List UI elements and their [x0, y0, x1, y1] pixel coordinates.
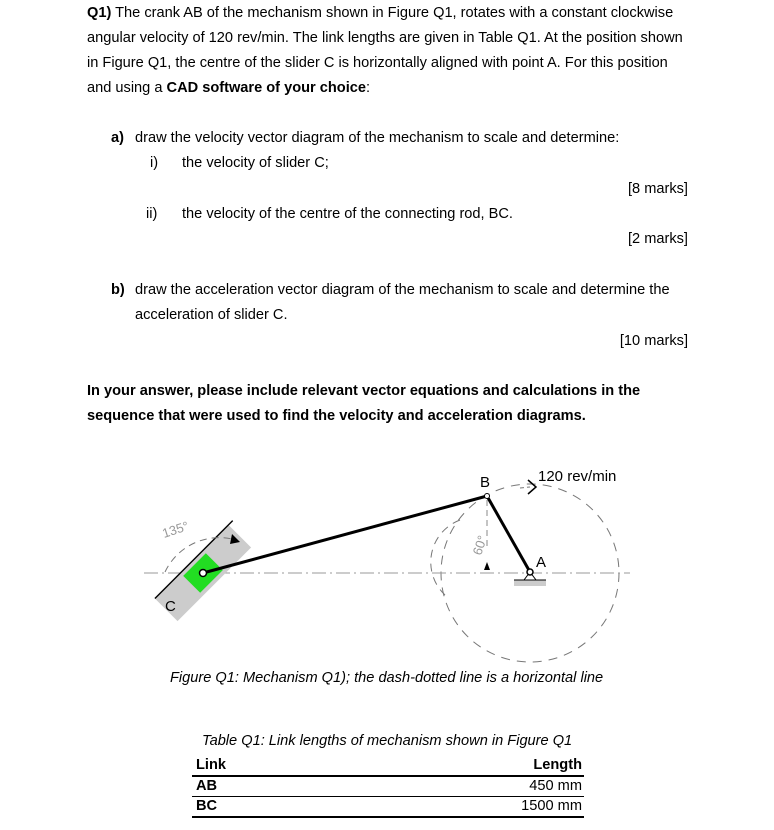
part-a-text: draw the velocity vector diagram of the mechanism to scale and determine: — [135, 130, 620, 146]
part-a-ii-roman: ii) — [146, 206, 158, 222]
column-header-length: Length — [533, 757, 582, 773]
angle-135-label: 135° — [160, 518, 191, 541]
part-a-ii-text: the velocity of the centre of the connecting rod, BC. — [182, 206, 513, 222]
intro-line-4: and using a CAD software of your choice: — [87, 80, 371, 96]
rotation-tick — [520, 487, 530, 488]
table-row — [192, 797, 584, 818]
intro-line-2: angular velocity of 120 rev/min. The link lengths are given in Table Q1. At the position shown — [87, 30, 683, 46]
angle-60-arrow — [484, 562, 490, 570]
column-header-link: Link — [196, 757, 226, 773]
cell-link: AB — [196, 778, 218, 794]
pin-c — [200, 570, 207, 577]
intro-line-1: Q1) The crank AB of the mechanism shown in Figure Q1, rotates with a constant clockwise — [87, 5, 674, 21]
part-b-label: b) — [111, 282, 125, 298]
intro-line-3: in Figure Q1, the centre of the slider C is horizontally aligned with point A. For this position — [87, 55, 668, 71]
speed-label: 120 rev/min — [538, 468, 617, 485]
connecting-rod-bc — [203, 496, 487, 573]
part-a-i-roman: i) — [150, 155, 159, 171]
link-lengths-table — [192, 756, 584, 818]
part-a-ii-marks: [2 marks] — [627, 231, 688, 247]
pin-b — [485, 494, 490, 499]
part-a-label: a) — [111, 130, 124, 146]
figure-caption: Figure Q1: Mechanism Q1); the dash-dotted line is a horizontal line — [170, 670, 604, 686]
part-b-text: draw the acceleration vector diagram of the mechanism to scale and determine the acceleration of slider C. — [135, 282, 670, 323]
cell-length: 450 mm — [529, 778, 582, 794]
support-base — [514, 580, 546, 586]
label-c: C — [165, 598, 176, 615]
table-caption: Table Q1: Link lengths of mechanism shown in Figure Q1 — [202, 733, 573, 749]
part-a-i-text: the velocity of slider C; — [182, 155, 329, 171]
angle-60-label: 60° — [469, 533, 490, 557]
table-row — [192, 776, 584, 797]
answer-instruction: In your answer, please include relevant vector equations and calculations in the sequence that were used to find the velocity and acceleration diagrams. — [87, 383, 641, 424]
pin-a — [527, 569, 533, 575]
cell-length: 1500 mm — [521, 798, 582, 814]
angle-60-arc — [431, 520, 460, 595]
label-b: B — [480, 474, 491, 491]
crank-ab — [487, 496, 530, 572]
label-a: A — [536, 554, 547, 571]
part-a-i-marks: [8 marks] — [627, 181, 688, 197]
question-number: Q1) — [87, 5, 112, 21]
table-header-row — [192, 756, 584, 776]
cell-link: BC — [196, 798, 218, 814]
part-b-marks: [10 marks] — [619, 333, 688, 349]
